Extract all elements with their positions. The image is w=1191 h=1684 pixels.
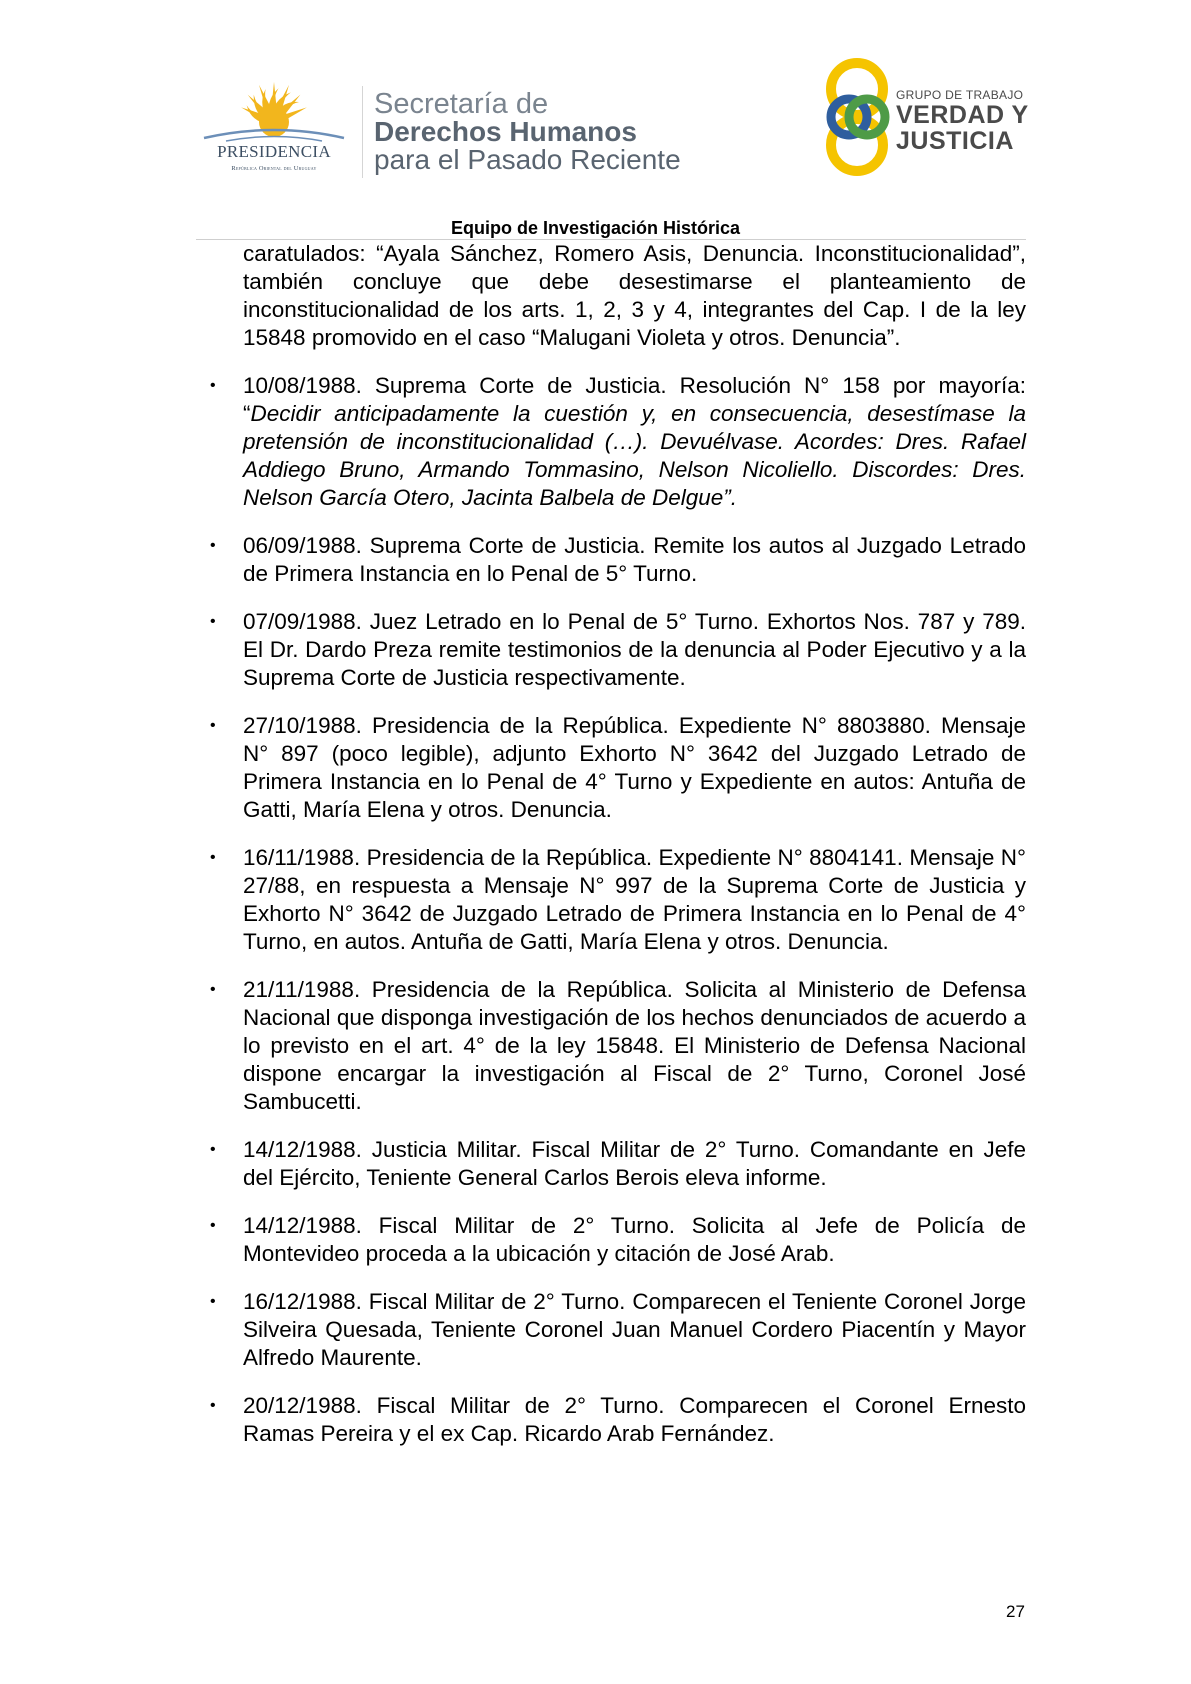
list-item-text: 21/11/1988. Presidencia de la República. Solicita al Ministerio de Defensa Nacional que disponga investigación de los hechos denunciados de acuerdo a lo previsto en el art. 4° de la ley 15848. El Ministerio de Defensa Nacional dispone encargar la investigación al Fiscal de 2° Turno, Coronel José Sambucetti. — [243, 977, 1026, 1114]
list-item — [210, 608, 1026, 692]
list-item-text: 20/12/1988. Fiscal Militar de 2° Turno. Comparecen el Coronel Ernesto Ramas Pereira y el ex Cap. Ricardo Arab Fernández. — [243, 1393, 1026, 1446]
verdad-justicia-rings-icon — [822, 56, 892, 178]
list-item-text: 14/12/1988. Fiscal Militar de 2° Turno. Solicita al Jefe de Policía de Montevideo proceda a la ubicación y citación de José Arab. — [243, 1213, 1026, 1266]
list-item-text: 16/12/1988. Fiscal Militar de 2° Turno. Comparecen el Teniente Coronel Jorge Silveira Quesada, Teniente Coronel Juan Manuel Cordero Piacentín y Mayor Alfredo Maurente. — [243, 1289, 1026, 1370]
presidencia-logo — [196, 78, 352, 178]
chronology-list — [210, 372, 1026, 1448]
list-item — [210, 1288, 1026, 1372]
presidencia-name: PRESIDENCIA — [217, 142, 331, 161]
list-item — [210, 844, 1026, 956]
grupo-label: GRUPO DE TRABAJO — [896, 88, 1024, 102]
page-number: 27 — [1006, 1602, 1025, 1621]
list-item-quote: Decidir anticipadamente la cuestión y, en consecuencia, desestímase la pretensión de inconstitucionalidad (…). Devuélvase. Acordes: Dres. Rafael Addiego Bruno, Armando Tommasino, Nelson Nicoliello. Discordes: Dres. Nelson García Otero, Jacinta Balbela de Delgue”. — [243, 401, 1026, 510]
sun-emblem-icon — [196, 78, 352, 144]
bullet-icon: • — [210, 377, 216, 394]
list-item-text: 14/12/1988. Justicia Militar. Fiscal Militar de 2° Turno. Comandante en Jefe del Ejército, Teniente General Carlos Berois eleva informe. — [243, 1137, 1026, 1190]
header-divider — [362, 86, 363, 178]
bullet-icon: • — [210, 613, 216, 630]
list-item — [210, 1392, 1026, 1448]
verdad-label: VERDAD Y — [896, 101, 1029, 129]
list-item-text: 16/11/1988. Presidencia de la República. Expediente N° 8804141. Mensaje N° 27/88, en respuesta a Mensaje N° 997 de la Suprema Corte de Justicia y Exhorto N° 3642 de Juzgado Letrado de Primera Instancia en lo Penal de 4° Turno, en autos. Antuña de Gatti, María Elena y otros. Denuncia. — [243, 845, 1026, 954]
team-title: Equipo de Investigación Histórica — [450, 218, 741, 238]
list-item — [210, 976, 1026, 1116]
presidencia-subtitle: República Oriental del Uruguay — [231, 165, 317, 172]
list-item-text: 27/10/1988. Presidencia de la República. Expediente N° 8803880. Mensaje N° 897 (poco legible), adjunto Exhorto N° 3642 del Juzgado Letrado de Primera Instancia en lo Penal de 4° Turno y Expediente en autos: Antuña de Gatti, María Elena y otros. Denuncia. — [243, 713, 1026, 822]
bullet-icon: • — [210, 981, 216, 998]
justicia-label: JUSTICIA — [896, 127, 1014, 155]
bullet-icon: • — [210, 1141, 216, 1158]
list-item — [210, 532, 1026, 588]
secretaria-line-3: para el Pasado Reciente — [374, 144, 681, 175]
list-item — [210, 372, 1026, 512]
verdad-justicia-logo-text — [896, 88, 1029, 154]
bullet-icon: • — [210, 1293, 216, 1310]
list-item-text: 06/09/1988. Suprema Corte de Justicia. Remite los autos al Juzgado Letrado de Primera Instancia en lo Penal de 5° Turno. — [243, 533, 1026, 586]
intro-paragraph: caratulados: “Ayala Sánchez, Romero Asis, Denuncia. Inconstitucionalidad”, también concluye que debe desestimarse el planteamiento de inconstitucionalidad de los arts. 1, 2, 3 y 4, integrantes del Cap. I de la ley 15848 promovido en el caso “Malugani Violeta y otros. Denuncia”. — [243, 241, 1026, 350]
bullet-icon: • — [210, 1397, 216, 1414]
list-item-text: 07/09/1988. Juez Letrado en lo Penal de 5° Turno. Exhortos Nos. 787 y 789. El Dr. Dardo Preza remite testimonios de la denuncia al Poder Ejecutivo y a la Suprema Corte de Justicia respectivamente. — [243, 609, 1026, 690]
document-body — [210, 240, 1026, 1448]
list-item — [210, 1136, 1026, 1192]
list-item-text: 10/08/1988. Suprema Corte de Justicia. Resolución N° 158 por mayoría: “ — [243, 373, 1026, 426]
list-item — [210, 1212, 1026, 1268]
bullet-icon: • — [210, 717, 216, 734]
bullet-icon: • — [210, 849, 216, 866]
bullet-icon: • — [210, 1217, 216, 1234]
list-item — [210, 712, 1026, 824]
secretaria-logo-text — [374, 90, 681, 174]
secretaria-line-1: Secretaría de — [374, 88, 549, 120]
bullet-icon: • — [210, 537, 216, 554]
secretaria-line-2: Derechos Humanos — [374, 116, 637, 147]
